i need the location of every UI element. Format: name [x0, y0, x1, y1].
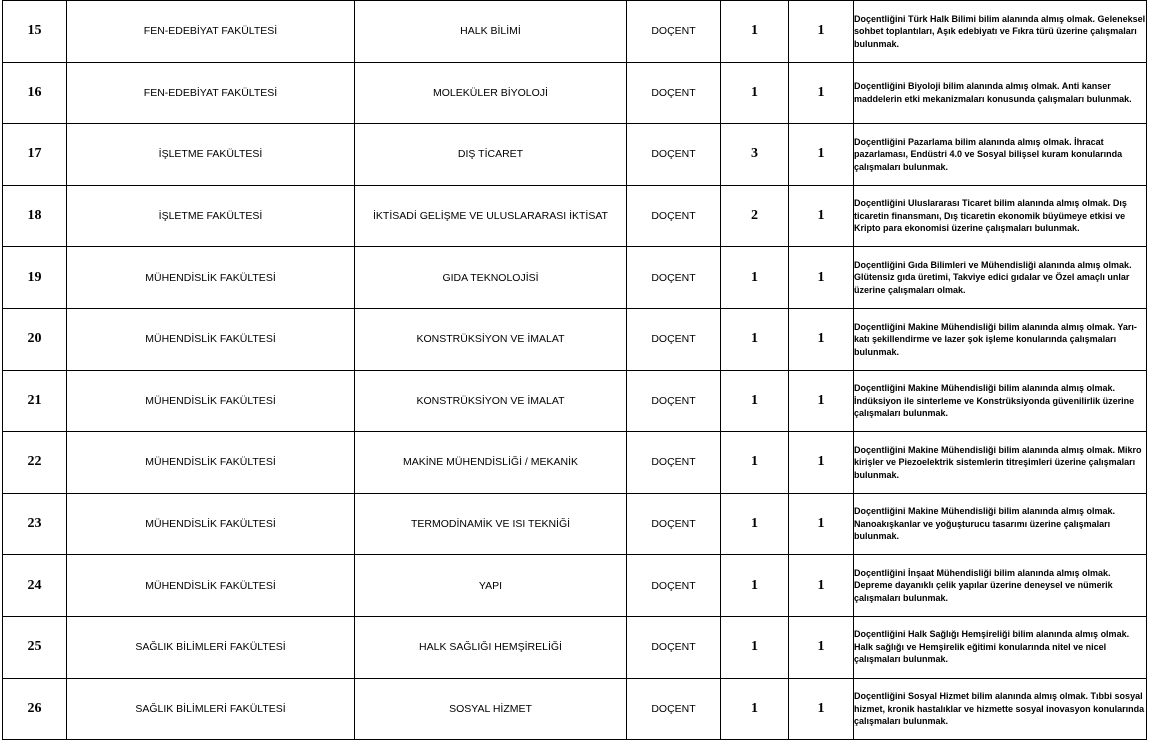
count-cell: 1	[789, 616, 854, 678]
table-row	[3, 555, 1147, 617]
title-cell: DOÇENT	[627, 432, 721, 494]
field-cell: DIŞ TİCARET	[355, 124, 627, 186]
count-cell: 1	[789, 493, 854, 555]
requirement-cell: Doçentliğini Makine Mühendisliği bilim alanında almış olmak. Yarı-katı şekillendirme ve lazer şok işleme konularında çalışmaları bulunmak.	[854, 308, 1147, 370]
row-number: 20	[3, 308, 67, 370]
requirement-cell: Doçentliğini Gıda Bilimleri ve Mühendisliği alanında almış olmak. Glütensiz gıda üretimi, Takviye edici gıdalar ve Özel amaçlı unlar üzerine çalışmaları olmak.	[854, 247, 1147, 309]
count-cell: 1	[721, 1, 789, 63]
field-cell: HALK BİLİMİ	[355, 1, 627, 63]
count-cell: 1	[721, 62, 789, 124]
count-cell: 1	[789, 124, 854, 186]
table-row	[3, 308, 1147, 370]
requirement-cell: Doçentliğini Uluslararası Ticaret bilim alanında almış olmak. Dış ticaretin finansmanı, Dış ticaretin ekonomik büyümeye etkisi ve Kripto para ekonomisi üzerine çalışmaları bulunmak.	[854, 185, 1147, 247]
table-row	[3, 185, 1147, 247]
title-cell: DOÇENT	[627, 616, 721, 678]
row-number: 26	[3, 678, 67, 740]
count-cell: 3	[721, 124, 789, 186]
row-number: 16	[3, 62, 67, 124]
title-cell: DOÇENT	[627, 185, 721, 247]
count-cell: 1	[721, 432, 789, 494]
row-number: 24	[3, 555, 67, 617]
position-table	[2, 0, 1147, 740]
table-row	[3, 493, 1147, 555]
row-number: 25	[3, 616, 67, 678]
title-cell: DOÇENT	[627, 370, 721, 432]
title-cell: DOÇENT	[627, 247, 721, 309]
count-cell: 1	[789, 370, 854, 432]
count-cell: 2	[721, 185, 789, 247]
field-cell: TERMODİNAMİK VE ISI TEKNİĞİ	[355, 493, 627, 555]
row-number: 15	[3, 1, 67, 63]
table-row	[3, 1, 1147, 63]
count-cell: 1	[721, 308, 789, 370]
field-cell: MAKİNE MÜHENDİSLİĞİ / MEKANİK	[355, 432, 627, 494]
field-cell: SOSYAL HİZMET	[355, 678, 627, 740]
requirement-cell: Doçentliğini Türk Halk Bilimi bilim alanında almış olmak. Geleneksel sohbet toplantıları, Aşık edebiyatı ve Fıkra türü üzerine çalışmaları bulunmak.	[854, 1, 1147, 63]
faculty-cell: FEN-EDEBİYAT FAKÜLTESİ	[67, 1, 355, 63]
table-row	[3, 62, 1147, 124]
requirement-cell: Doçentliğini Makine Mühendisliği bilim alanında almış olmak. Mikro kirişler ve Piezoelektrik sistemlerin titreşimleri üzerine çalışmaları bulunmak.	[854, 432, 1147, 494]
field-cell: KONSTRÜKSİYON VE İMALAT	[355, 308, 627, 370]
row-number: 21	[3, 370, 67, 432]
title-cell: DOÇENT	[627, 493, 721, 555]
table-row	[3, 247, 1147, 309]
count-cell: 1	[721, 370, 789, 432]
row-number: 18	[3, 185, 67, 247]
row-number: 17	[3, 124, 67, 186]
field-cell: HALK SAĞLIĞI HEMŞİRELİĞİ	[355, 616, 627, 678]
requirement-cell: Doçentliğini İnşaat Mühendisliği bilim alanında almış olmak. Depreme dayanıklı çelik yapılar üzerine deneysel ve nümerik çalışmaları bulunmak.	[854, 555, 1147, 617]
requirement-cell: Doçentliğini Sosyal Hizmet bilim alanında almış olmak. Tıbbi sosyal hizmet, kronik hastalıklar ve hizmette sosyal inovasyon konularında çalışmaları bulunmak.	[854, 678, 1147, 740]
count-cell: 1	[789, 247, 854, 309]
requirement-cell: Doçentliğini Pazarlama bilim alanında almış olmak. İhracat pazarlaması, Endüstri 4.0 ve Sosyal bilişsel kuram konularında çalışmaları bulunmak.	[854, 124, 1147, 186]
title-cell: DOÇENT	[627, 555, 721, 617]
count-cell: 1	[789, 62, 854, 124]
count-cell: 1	[721, 616, 789, 678]
faculty-cell: MÜHENDİSLİK FAKÜLTESİ	[67, 493, 355, 555]
title-cell: DOÇENT	[627, 308, 721, 370]
table-row	[3, 124, 1147, 186]
requirement-cell: Doçentliğini Makine Mühendisliği bilim alanında almış olmak. Nanoakışkanlar ve yoğuşturucu tasarımı üzerine çalışmaları bulunmak.	[854, 493, 1147, 555]
count-cell: 1	[789, 308, 854, 370]
faculty-cell: FEN-EDEBİYAT FAKÜLTESİ	[67, 62, 355, 124]
count-cell: 1	[721, 247, 789, 309]
title-cell: DOÇENT	[627, 62, 721, 124]
table-row	[3, 616, 1147, 678]
count-cell: 1	[789, 555, 854, 617]
faculty-cell: MÜHENDİSLİK FAKÜLTESİ	[67, 555, 355, 617]
count-cell: 1	[789, 432, 854, 494]
faculty-cell: MÜHENDİSLİK FAKÜLTESİ	[67, 432, 355, 494]
faculty-cell: MÜHENDİSLİK FAKÜLTESİ	[67, 308, 355, 370]
requirement-cell: Doçentliğini Halk Sağlığı Hemşireliği bilim alanında almış olmak. Halk sağlığı ve Hemşirelik eğitimi konularında nitel ve nicel çalışmaları bulunmak.	[854, 616, 1147, 678]
table-body	[3, 1, 1147, 740]
count-cell: 1	[789, 1, 854, 63]
faculty-cell: MÜHENDİSLİK FAKÜLTESİ	[67, 247, 355, 309]
faculty-cell: SAĞLIK BİLİMLERİ FAKÜLTESİ	[67, 678, 355, 740]
count-cell: 1	[721, 555, 789, 617]
table-row	[3, 370, 1147, 432]
title-cell: DOÇENT	[627, 124, 721, 186]
title-cell: DOÇENT	[627, 678, 721, 740]
faculty-cell: İŞLETME FAKÜLTESİ	[67, 185, 355, 247]
count-cell: 1	[789, 185, 854, 247]
row-number: 23	[3, 493, 67, 555]
field-cell: İKTİSADİ GELİŞME VE ULUSLARARASI İKTİSAT	[355, 185, 627, 247]
table-row	[3, 678, 1147, 740]
count-cell: 1	[721, 493, 789, 555]
row-number: 22	[3, 432, 67, 494]
row-number: 19	[3, 247, 67, 309]
faculty-cell: MÜHENDİSLİK FAKÜLTESİ	[67, 370, 355, 432]
requirement-cell: Doçentliğini Makine Mühendisliği bilim alanında almış olmak. İndüksiyon ile sinterleme ve Konstrüksiyonda güvenilirlik üzerine çalışmaları bulunmak.	[854, 370, 1147, 432]
field-cell: MOLEKÜLER BİYOLOJİ	[355, 62, 627, 124]
count-cell: 1	[789, 678, 854, 740]
field-cell: GIDA TEKNOLOJİSİ	[355, 247, 627, 309]
faculty-cell: SAĞLIK BİLİMLERİ FAKÜLTESİ	[67, 616, 355, 678]
faculty-cell: İŞLETME FAKÜLTESİ	[67, 124, 355, 186]
field-cell: KONSTRÜKSİYON VE İMALAT	[355, 370, 627, 432]
count-cell: 1	[721, 678, 789, 740]
field-cell: YAPI	[355, 555, 627, 617]
requirement-cell: Doçentliğini Biyoloji bilim alanında almış olmak. Anti kanser maddelerin etki mekanizmaları konusunda çalışmaları bulunmak.	[854, 62, 1147, 124]
table-row	[3, 432, 1147, 494]
title-cell: DOÇENT	[627, 1, 721, 63]
